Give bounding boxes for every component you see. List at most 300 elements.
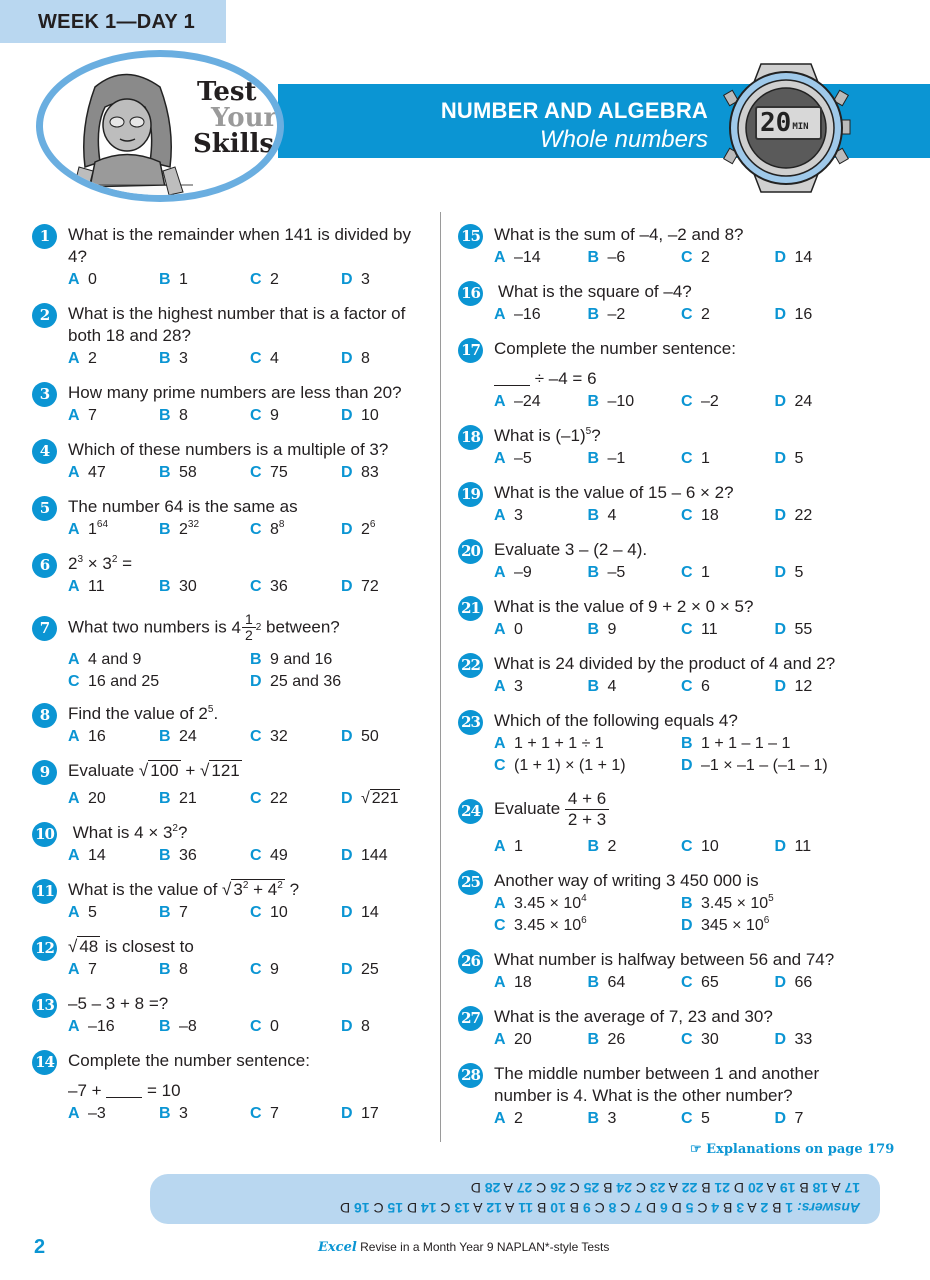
option-value: 9 [270,961,279,978]
option-d[interactable] [341,405,432,427]
option-letter: C [681,306,693,323]
option-letter: C [250,521,262,538]
option-d[interactable] [681,915,868,937]
option-letter: B [159,407,171,424]
fraction-numerator: 4 + 6 [565,789,609,810]
exponent: 5 [585,426,592,437]
option-b[interactable] [588,448,682,470]
option-value: 144 [361,847,388,864]
square-root: √ 221 [361,790,399,807]
option-letter: B [159,1018,171,1035]
option-a[interactable] [494,1029,588,1051]
option-c[interactable] [681,619,775,641]
option-d[interactable] [341,462,432,484]
question-number-badge: 19 [458,482,483,507]
option-d[interactable] [341,1103,432,1125]
option-c[interactable] [250,959,341,981]
option-letter: D [774,306,787,323]
option-value: 2 [607,838,617,855]
option-a[interactable] [494,676,588,698]
option-letter: D [341,521,353,538]
sentence-start: –7 + [68,1081,102,1100]
option-value: 1 + 1 – 1 – 1 [701,735,791,752]
option-letter: C [250,407,262,424]
option-a[interactable] [68,405,159,427]
option-letter: C [681,1031,693,1048]
answer-options [68,462,432,484]
exponent: 5 [768,893,774,904]
option-letter: B [159,904,171,921]
option-b[interactable] [159,348,250,370]
option-c[interactable] [250,405,341,427]
book-title: Revise in a Month Year 9 NAPLAN*-style Tests [360,1240,610,1254]
question-text: $2^3 \times 3^2$ = [68,554,133,573]
answer-entry: 8 C [590,1200,617,1216]
option-letter: D [774,678,787,695]
option-b[interactable] [681,893,868,915]
option-value: 11 [88,578,105,595]
option-value: 8 [179,407,188,424]
option-letter: C [250,728,262,745]
option-letter: A [68,961,80,978]
question-16 [458,281,868,326]
answers-line-2 [340,1178,860,1198]
option-letter: D [681,917,693,934]
option-a[interactable] [494,893,681,915]
option-a[interactable] [494,562,588,584]
option-b[interactable] [159,1016,250,1038]
option-d[interactable]: D $2^6$ [341,519,432,541]
fraction-denominator: 2 [244,627,253,643]
square-root: √ 48 [68,937,99,956]
option-c[interactable] [250,845,341,867]
option-letter: C [250,464,262,481]
option-value: 36 [270,578,288,595]
option-value: –1 × –1 – (–1 – 1) [701,757,828,774]
option-value: –16 [88,1018,115,1035]
option-value: 24 [794,393,813,410]
option-a[interactable] [494,619,588,641]
option-c[interactable] [494,755,681,777]
option-c[interactable] [681,1108,775,1130]
option-letter: D [774,1031,787,1048]
option-d[interactable] [341,845,432,867]
option-c[interactable] [681,676,775,698]
option-c[interactable] [250,348,341,370]
logo-line-skills: Skills [193,129,275,159]
option-letter: C [681,678,693,695]
option-letter: B [159,847,171,864]
option-d[interactable] [775,676,869,698]
option-c[interactable] [681,391,775,413]
option-a[interactable] [494,505,588,527]
option-d[interactable] [341,1016,432,1038]
option-c[interactable] [250,726,341,748]
option-a[interactable]: A $1^{64}$ [68,519,159,541]
option-letter: D [774,974,787,991]
option-value: –5 [607,564,626,581]
logo-line-your: Your [211,103,278,133]
question-number-badge: 17 [458,338,483,363]
option-b[interactable] [588,836,682,858]
option-c[interactable] [681,304,775,326]
option-d[interactable] [775,505,869,527]
option-letter: D [341,350,353,367]
option-b[interactable] [159,1103,250,1125]
answer-entry: 17 A [828,1180,860,1196]
sentence-end: ÷ –4 = 6 [534,369,597,388]
page-number: 2 [34,1236,46,1258]
question-number-badge: 14 [32,1050,57,1075]
question-text-after: . [213,704,219,723]
question-24 [458,789,868,858]
option-letter: D [341,790,353,807]
question-text: What is the value of 15 – 6 × 2? [494,483,734,502]
option-letter: A [494,564,506,581]
option-letter: C [681,249,693,266]
option-letter: B [681,735,693,752]
option-c[interactable] [250,1016,341,1038]
option-d[interactable] [341,959,432,981]
option-a[interactable] [68,726,159,748]
option-b[interactable] [159,576,250,598]
question-number-badge: 16 [458,281,483,306]
question-28 [458,1063,868,1130]
option-a[interactable] [494,247,588,269]
exponent: 6 [763,915,770,926]
question-text [68,822,432,844]
answer-options [68,845,432,867]
question-text [68,703,432,725]
option-value: 7 [179,904,188,921]
option-value: 55 [794,621,813,638]
option-letter: B [587,450,600,467]
option-b[interactable] [588,391,682,413]
option-value: 58 [179,464,197,481]
option-d[interactable] [341,726,432,748]
brand-name: Excel [318,1240,357,1255]
answer-options [68,269,432,291]
option-letter: C [250,271,262,288]
option-letter: D [774,1110,787,1127]
logo-text [193,79,277,157]
option-value: –6 [607,249,626,266]
answer-options [494,304,868,326]
question-text [494,425,868,447]
answer-entry: 22 A [665,1180,698,1196]
option-b[interactable] [588,1029,682,1051]
question-23 [458,710,868,777]
question-6 [32,553,432,598]
option-value: 5 [88,904,97,921]
option-c[interactable] [250,788,341,810]
answer-options [494,972,868,994]
option-value: 7 [794,1110,804,1127]
explanations-link[interactable]: ☞ Explanations on page 179 [690,1142,895,1157]
option-letter: B [159,790,171,807]
question-number-badge: 3 [32,382,57,407]
question-21 [458,596,868,641]
question-text [68,610,432,643]
option-c[interactable] [681,448,775,470]
answer-entry: 6 D [642,1200,668,1216]
option-a[interactable] [494,304,588,326]
option-a[interactable] [494,836,588,858]
option-letter: D [774,450,787,467]
square-root: √ 121 [200,761,240,780]
option-value: –10 [607,393,635,410]
option-d[interactable] [341,902,432,924]
option-c[interactable] [250,1103,341,1125]
option-value: 50 [361,728,379,745]
option-value: 10 [361,407,379,424]
option-b[interactable] [159,788,250,810]
option-value: 12 [794,678,813,695]
option-a[interactable] [494,1108,588,1130]
option-d[interactable] [341,348,432,370]
option-b[interactable] [159,959,250,981]
option-letter: C [250,1018,262,1035]
option-d[interactable] [775,836,869,858]
option-b[interactable] [250,649,432,671]
option-d[interactable] [775,247,869,269]
question-text-after: ? [177,823,188,842]
option-letter: A [494,1031,506,1048]
option-a[interactable] [68,959,159,981]
option-value: –1 [607,450,626,467]
option-d[interactable] [341,576,432,598]
option-value: 345 × 10 [701,917,764,934]
option-c[interactable] [250,902,341,924]
option-letter: D [341,728,353,745]
option-letter: A [68,1018,80,1035]
exponent: 2 [172,823,178,834]
option-letter: C [250,904,262,921]
option-d[interactable] [341,788,432,810]
fraction-denominator: 2 + 3 [567,810,607,829]
option-value: 11 [701,621,718,638]
question-text: What is the square of –4? [498,282,692,301]
answer-entry: 1 B [768,1200,794,1216]
option-letter: A [68,847,80,864]
option-a[interactable] [68,902,159,924]
option-value: 21 [179,790,197,807]
option-letter: A [68,521,80,538]
option-d[interactable] [775,391,869,413]
option-value: 20 [514,1031,532,1048]
option-value: 7 [270,1105,279,1122]
option-b[interactable] [159,902,250,924]
option-value: 5 [701,1110,710,1127]
footer-title [318,1240,609,1255]
option-b[interactable] [159,726,250,748]
option-value: 4 and 9 [88,651,142,668]
answer-entry: 16 D [339,1200,370,1216]
option-d[interactable] [775,1108,869,1130]
option-c[interactable] [494,915,681,937]
answer-entry: 10 B [533,1200,566,1216]
blank-line [494,372,530,386]
fraction [242,612,256,643]
question-number-badge: 2 [32,303,57,328]
option-value: 3.45 × 10 [514,895,582,912]
question-text: What is the value of 9 + 2 × 0 × 5? [494,597,754,616]
option-value: –16 [514,306,541,323]
option-value: 1 [179,271,188,288]
answer-options [494,505,868,527]
question-number-badge: 27 [458,1006,483,1031]
option-value: 18 [514,974,532,991]
option-letter: B [159,728,171,745]
option-value: 47 [88,464,106,481]
answer-entry: 7 C [616,1200,643,1216]
option-a[interactable] [494,972,588,994]
option-value: 22 [794,507,813,524]
answer-options [68,649,432,693]
answer-entry: 13 C [436,1200,470,1216]
question-9 [32,760,432,810]
answer-options [68,726,432,748]
option-c[interactable] [250,269,341,291]
option-d[interactable] [341,269,432,291]
answer-entry: 5 D [667,1200,694,1216]
number-sentence [494,368,868,390]
option-letter: B [587,1031,600,1048]
exponent: 4 [581,893,587,904]
option-letter: A [68,407,80,424]
question-4 [32,439,432,484]
option-c[interactable] [250,576,341,598]
option-c[interactable] [681,1029,775,1051]
option-value: 24 [179,728,197,745]
option-c[interactable] [681,836,775,858]
option-a[interactable] [494,391,588,413]
option-d[interactable] [775,619,869,641]
option-letter: A [494,895,506,912]
option-letter: C [681,450,693,467]
option-value: 1 [514,838,523,855]
option-b[interactable] [159,845,250,867]
option-a[interactable] [68,845,159,867]
question-25 [458,870,868,937]
option-value: 0 [270,1018,279,1035]
option-letter: A [68,790,80,807]
question-text: Complete the number sentence: [68,1051,310,1070]
option-letter: B [159,578,171,595]
answer-entry: 15 C [369,1200,403,1216]
option-c[interactable] [68,671,250,693]
option-value: 10 [270,904,288,921]
question-number-badge: 4 [32,439,57,464]
option-a[interactable] [68,1016,159,1038]
option-d[interactable] [775,1029,869,1051]
option-d[interactable] [681,755,868,777]
answer-entry: 19 A [763,1180,796,1196]
student-illustration-icon [65,67,195,202]
option-b[interactable] [588,676,682,698]
option-value: 75 [270,464,288,481]
option-d[interactable] [775,972,869,994]
option-d[interactable] [250,671,432,693]
question-text-before: What is 4 × 3 [72,823,173,842]
option-b[interactable] [588,505,682,527]
option-letter: B [159,1105,171,1122]
question-26 [458,949,868,994]
option-a[interactable] [68,462,159,484]
question-text: What is the highest number that is a factor of both 18 and 28? [68,304,406,345]
column-divider [440,212,441,1142]
option-value: 1 [701,564,710,581]
option-a[interactable] [68,1103,159,1125]
option-letter: A [68,1105,80,1122]
option-d[interactable] [775,562,869,584]
answer-entry: 23 C [631,1180,666,1196]
option-value: –14 [514,249,541,266]
option-b[interactable] [588,304,682,326]
option-letter: C [681,621,693,638]
option-b[interactable]: B $2^{32}$ [159,519,250,541]
question-20 [458,539,868,584]
option-c[interactable] [681,562,775,584]
option-b[interactable] [588,562,682,584]
option-value: 49 [270,847,288,864]
option-d[interactable] [775,304,869,326]
option-c[interactable]: C $8^8$ [250,519,341,541]
answer-entry: 28 D [470,1180,501,1196]
option-a[interactable] [68,649,250,671]
option-value: 16 [88,728,106,745]
option-letter: B [250,651,262,668]
option-value: 65 [701,974,719,991]
option-c[interactable] [681,972,775,994]
question-5 [32,496,432,541]
option-b[interactable] [159,405,250,427]
option-b[interactable] [588,972,682,994]
option-b[interactable] [588,1108,682,1130]
option-c[interactable] [250,462,341,484]
option-letter: A [494,507,506,524]
option-c[interactable] [681,505,775,527]
option-value: 14 [794,249,813,266]
option-letter: C [250,790,262,807]
option-a[interactable] [68,576,159,598]
option-b[interactable] [159,269,250,291]
option-value: 3.45 × 10 [514,917,582,934]
option-letter: D [774,564,787,581]
option-a[interactable] [494,448,588,470]
option-a[interactable] [68,788,159,810]
option-b[interactable] [588,247,682,269]
option-d[interactable] [775,448,869,470]
option-b[interactable] [588,619,682,641]
option-letter: D [341,407,353,424]
option-a[interactable] [494,733,681,755]
answer-options [494,836,868,858]
option-a[interactable] [68,269,159,291]
question-number-badge: 20 [458,539,483,564]
answer-entry: 4 C [693,1200,720,1216]
answer-entry: 9 B [565,1200,591,1216]
option-b[interactable] [159,462,250,484]
option-value: 14 [361,904,379,921]
option-letter: C [681,1110,693,1127]
option-c[interactable] [681,247,775,269]
option-letter: B [587,1110,600,1127]
question-text-before: What is the value of [68,880,218,899]
option-b[interactable] [681,733,868,755]
option-letter: B [587,974,600,991]
option-a[interactable] [68,348,159,370]
